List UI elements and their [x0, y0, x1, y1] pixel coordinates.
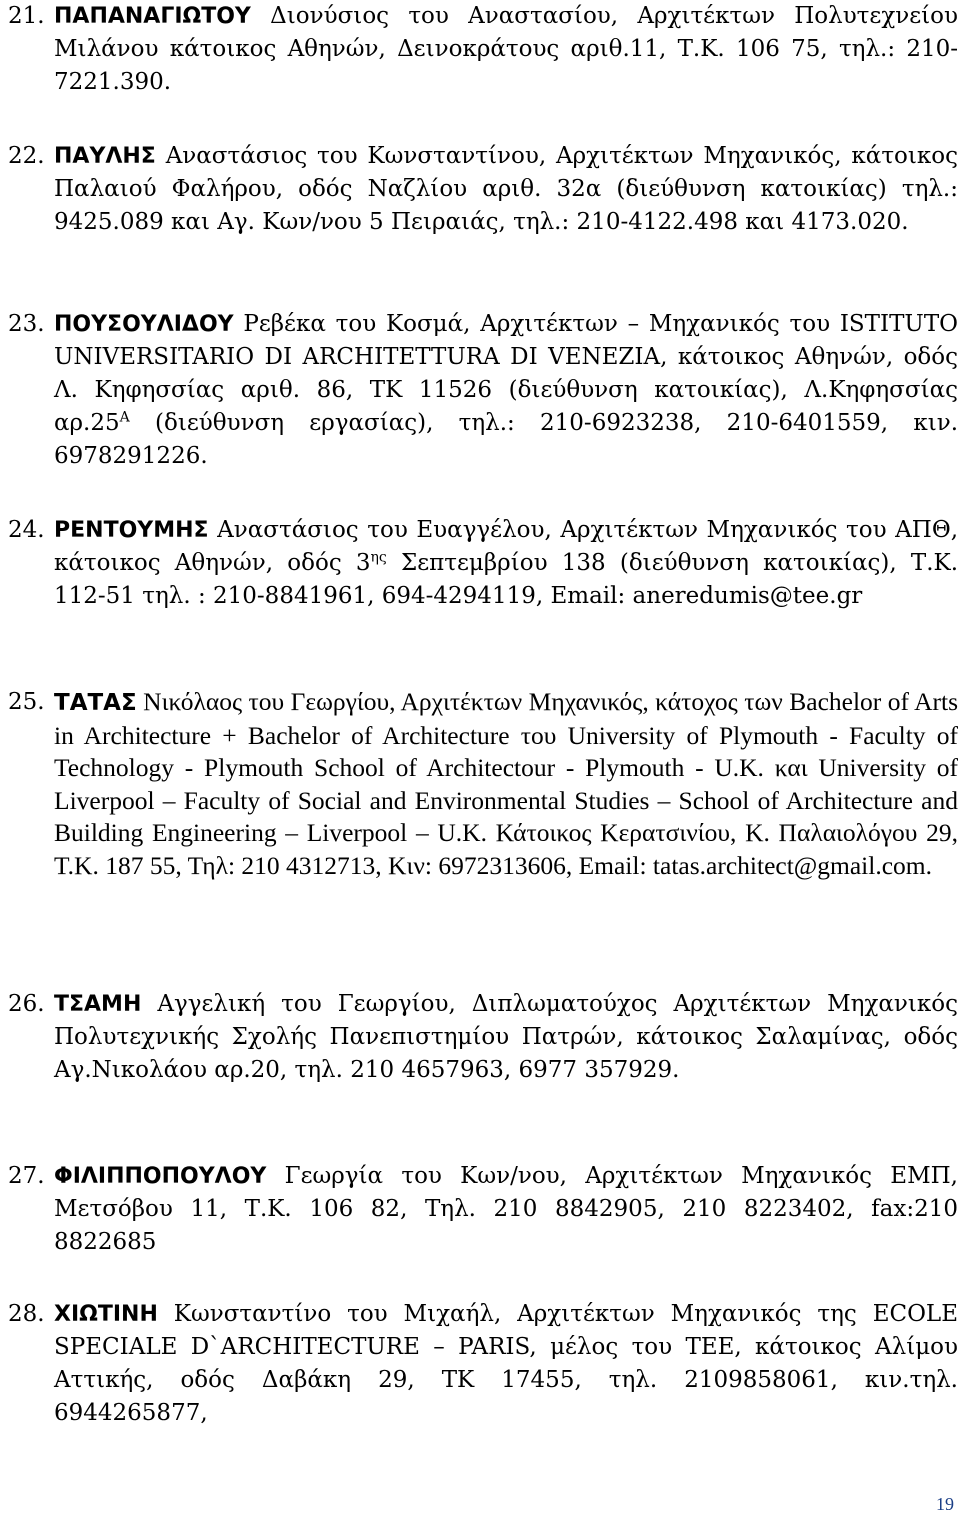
item-number: 28. — [8, 1301, 45, 1327]
person-details: Γεωργία του Κων/νου, Αρχιτέκτων Μηχανικός ΕΜΠ, Μετσόβου 11, Τ.Κ. 106 82, Τηλ. 210 8842905, 210 8223402, fax:210 8822685 — [54, 1163, 958, 1255]
person-name: ΠΟΥΣΟΥΛΙΔΟΥ — [54, 312, 234, 337]
item-body — [54, 308, 958, 473]
list-item-28 — [0, 1298, 958, 1430]
list-item-23 — [0, 308, 958, 473]
person-name: ΤΣΑΜΗ — [54, 992, 142, 1017]
item-body — [54, 1160, 958, 1259]
person-details: Αναστάσιος του Ευαγγέλου, Αρχιτέκτων Μηχανικός του ΑΠΘ, κάτοικος Αθηνών, οδός 3 — [54, 517, 959, 576]
item-body — [54, 140, 958, 239]
person-name: ΠΑΥΛΗΣ — [54, 144, 156, 169]
item-body — [54, 1298, 958, 1430]
item-number: 24. — [8, 517, 45, 543]
page-number: 19 — [936, 1494, 954, 1514]
person-details: Αγγελική του Γεωργίου, Διπλωματούχος Αρχιτέκτων Μηχανικός Πολυτεχνικής Σχολής Πανεπιστημίου Πατρών, κάτοικος Σαλαμίνας, οδός Αγ.Νικολάου αρ.20, τηλ. 210 4657963, 6977 357929. — [54, 991, 959, 1083]
item-body — [54, 686, 958, 882]
person-details: Νικόλαος του Γεωργίου, Αρχιτέκτων Μηχανικός, κάτοχος των Bachelor of Arts in Architecture + Bachelor of Architecture του University of Plymouth - Faculty of Technology - Plymouth School of Architectour - Plymouth - U.K. και University of Liverpool – Faculty of Social and Environmental Studies – School of Architecture and Building Engineering – Liverpool – U.K. Κάτοικος Κερατσινίου, Κ. Παλαιολόγου 29, Τ.Κ. 187 55, Τηλ: 210 4312713, Κιν: 6972313606, Email: tatas.architect@gmail.com. — [54, 687, 958, 880]
person-name: ΤΑΤΑΣ — [54, 690, 137, 716]
item-body — [54, 0, 958, 99]
superscript: ης — [370, 549, 387, 566]
item-number: 26. — [8, 991, 45, 1017]
list-item-22 — [0, 140, 958, 239]
item-body — [54, 988, 958, 1087]
person-name: ΡΕΝΤΟΥΜΗΣ — [54, 518, 209, 543]
item-body — [54, 514, 958, 613]
person-details: Ρεβέκα του Κοσμά, Αρχιτέκτων – Μηχανικός του ISTITUTO UNIVERSITARIO DI ARCHITETTURA DI VENEZIA, κάτοικος Αθηνών, οδός Λ. Κηφησσίας αριθ. 86, ΤΚ 11526 (διεύθυνση κατοικίας), Λ.Κηφησσίας αρ.25 — [54, 311, 959, 436]
person-details: Αναστάσιος του Κωνσταντίνου, Αρχιτέκτων Μηχανικός, κάτοικος Παλαιού Φαλήρου, οδός Ναζλίου αριθ. 32α (διεύθυνση κατοικίας) τηλ.: 9425.089 και Αγ. Κων/νου 5 Πειραιάς, τηλ.: 210-4122.498 και 4173.020. — [54, 143, 959, 235]
item-number: 22. — [8, 143, 45, 169]
item-number: 27. — [8, 1163, 45, 1189]
list-item-26 — [0, 988, 958, 1087]
list-item-21 — [0, 0, 958, 99]
item-number: 23. — [8, 311, 45, 337]
person-details: Κωνσταντίνο του Μιχαήλ, Αρχιτέκτων Μηχανικός της ECOLE SPECIALE D`ARCHITECTURE – PARIS, μέλος του ΤΕΕ, κάτοικος Αλίμου Αττικής, οδός Δαβάκη 29, ΤΚ 17455, τηλ. 2109858061, κιν.τηλ. 6944265877, — [54, 1301, 958, 1426]
person-name: ΧΙΩΤΙΝΗ — [54, 1302, 158, 1327]
item-number: 25. — [8, 689, 45, 715]
list-item-25 — [0, 686, 958, 882]
person-name: ΠΑΠΑΝΑΓΙΩΤΟΥ — [54, 4, 251, 29]
person-details-continued: Σεπτεμβρίου 138 (διεύθυνση κατοικίας), Τ.Κ. 112-51 τηλ. : 210-8841961, 694-4294119, Email: aneredumis@tee.gr — [54, 550, 959, 609]
person-details-continued: (διεύθυνση εργασίας), τηλ.: 210-6923238, 210-6401559, κιν. 6978291226. — [54, 410, 959, 469]
person-name: ΦΙΛΙΠΠΟΠΟΥΛΟΥ — [54, 1164, 267, 1189]
item-number: 21. — [8, 3, 45, 29]
superscript: Α — [119, 409, 130, 426]
list-item-24 — [0, 514, 958, 613]
list-item-27 — [0, 1160, 958, 1259]
person-details: Διονύσιος του Αναστασίου, Αρχιτέκτων Πολυτεχνείου Μιλάνου κάτοικος Αθηνών, Δεινοκράτους αριθ.11, Τ.Κ. 106 75, τηλ.: 210-7221.390. — [54, 3, 958, 95]
